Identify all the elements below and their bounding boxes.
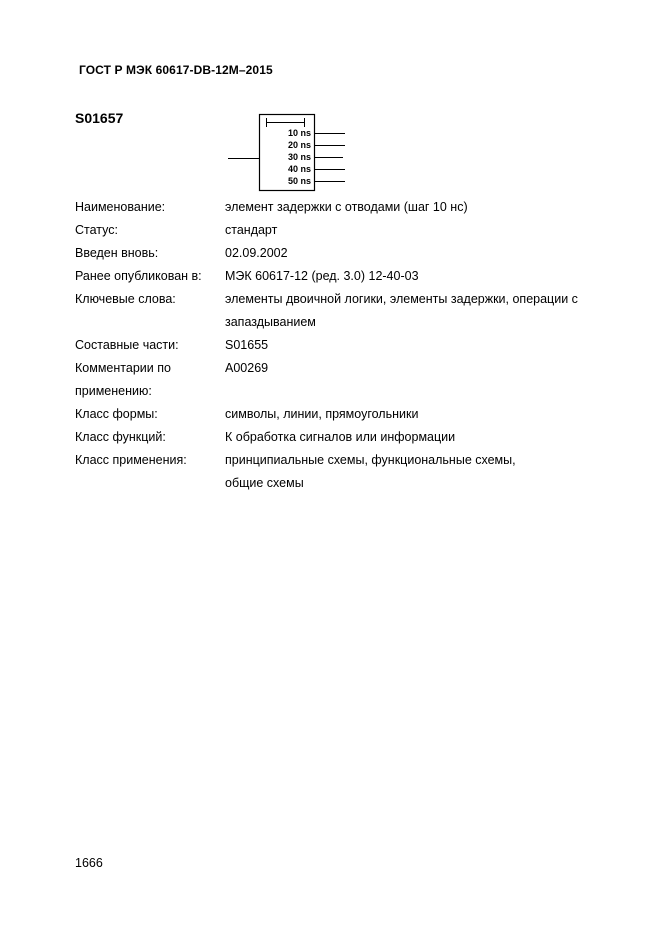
property-row-shape-class [75, 403, 595, 426]
property-label: Класс применения: [75, 453, 187, 467]
property-value: принципиальные схемы, функциональные схемы, общие схемы [225, 453, 516, 490]
property-row-status [75, 219, 595, 242]
tap-label-2: 20 ns [287, 140, 311, 150]
tap-label-3: 30 ns [287, 152, 311, 162]
property-row-keywords [75, 288, 595, 334]
property-label: Класс формы: [75, 407, 158, 421]
property-row-application-class [75, 449, 595, 495]
properties-list [75, 196, 595, 495]
property-value: К обработка сигналов или информации [225, 430, 456, 444]
property-value: элемент задержки с отводами (шаг 10 нс) [225, 200, 468, 214]
tap-label-5: 50 ns [287, 176, 311, 186]
property-label: Ключевые слова: [75, 292, 176, 306]
property-label: Комментарии по применению: [75, 361, 171, 398]
property-label: Статус: [75, 223, 118, 237]
delay-element-diagram [226, 112, 350, 192]
property-row-components [75, 334, 595, 357]
property-row-introduced [75, 242, 595, 265]
property-value: S01655 [225, 338, 269, 352]
property-row-name [75, 196, 595, 219]
property-value: МЭК 60617-12 (ред. 3.0) 12-40-03 [225, 269, 419, 283]
property-label: Составные части: [75, 338, 179, 352]
page-number: 1666 [75, 856, 103, 870]
property-label: Класс функций: [75, 430, 166, 444]
property-value: элементы двоичной логики, элементы задержки, операции с запаздыванием [225, 292, 578, 329]
property-label: Введен вновь: [75, 246, 159, 260]
property-row-function-class [75, 426, 595, 449]
property-value: символы, линии, прямоугольники [225, 407, 419, 421]
property-row-previously-published [75, 265, 595, 288]
property-label: Ранее опубликован в: [75, 269, 202, 283]
property-row-application-notes [75, 357, 595, 403]
property-value: 02.09.2002 [225, 246, 288, 260]
property-label: Наименование: [75, 200, 166, 214]
delay-element-symbol [226, 112, 350, 192]
symbol-code: S01657 [75, 110, 124, 126]
property-value: A00269 [225, 361, 269, 375]
tap-label-4: 40 ns [287, 164, 311, 174]
tap-label-1: 10 ns [287, 128, 311, 138]
document-header: ГОСТ Р МЭК 60617-DB-12M–2015 [79, 63, 273, 77]
property-value: стандарт [225, 223, 278, 237]
